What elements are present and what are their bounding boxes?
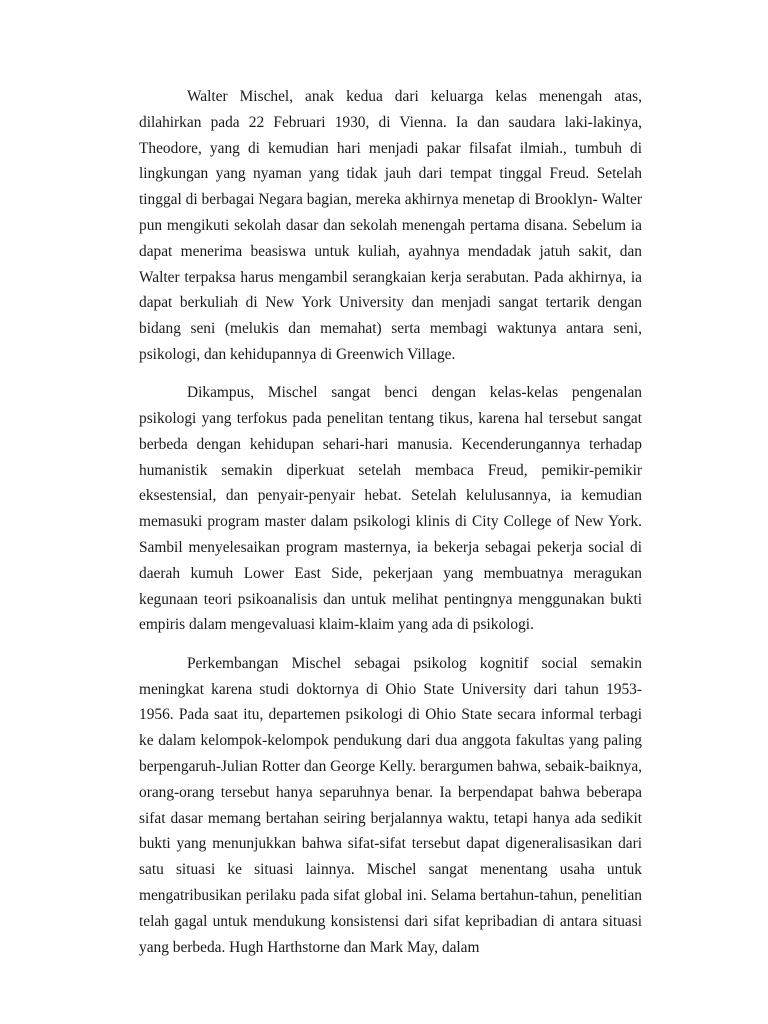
paragraph-2: Dikampus, Mischel sangat benci dengan kelas-kelas pengenalan psikologi yang terfokus pada penelitan tentang tikus, karena hal tersebut sangat berbeda dengan kehidupan sehari-hari manusia. Kecenderungannya terhadap humanistik semakin diperkuat setelah membaca Freud, pemikir-pemikir eksestensial, dan penyair-penyair hebat. Setelah kelulusannya, ia kemudian memasuki program master dalam psikologi klinis di City College of New York. Sambil menyelesaikan program masternya, ia bekerja sebagai pekerja social di daerah kumuh Lower East Side, pekerjaan yang membuatnya meragukan kegunaan teori psikoanalisis dan untuk melihat pentingnya menggunakan bukti empiris dalam mengevaluasi klaim-klaim yang ada di psikologi. (139, 384, 642, 634)
document-body (139, 84, 642, 973)
paragraph-1: Walter Mischel, anak kedua dari keluarga kelas menengah atas, dilahirkan pada 22 Februari 1930, di Vienna. Ia dan saudara laki-lakinya, Theodore, yang di kemudian hari menjadi pakar filsafat ilmiah., tumbuh di lingkungan yang nyaman yang tidak jauh dari tempat tinggal Freud. Setelah tinggal di berbagai Negara bagian, mereka akhirnya menetap di Brooklyn- Walter pun mengikuti sekolah dasar dan sekolah menengah pertama disana. Sebelum ia dapat menerima beasiswa untuk kuliah, ayahnya mendadak jatuh sakit, dan Walter terpaksa harus mengambil serangkaian kerja serabutan. Pada akhirnya, ia dapat berkuliah di New York University dan menjadi sangat tertarik dengan bidang seni (melukis dan memahat) serta membagi waktunya antara seni, psikologi, dan kehidupannya di Greenwich Village. (139, 88, 642, 363)
paragraph-3: Perkembangan Mischel sebagai psikolog kognitif social semakin meningkat karena studi doktornya di Ohio State University dari tahun 1953-1956. Pada saat itu, departemen psikologi di Ohio State secara informal terbagi ke dalam kelompok-kelompok pendukung dari dua anggota fakultas yang paling berpengaruh-Julian Rotter dan George Kelly. berargumen bahwa, sebaik-baiknya, orang-orang tersebut hanya separuhnya benar. Ia berpendapat bahwa beberapa sifat dasar memang bertahan seiring berjalannya waktu, tetapi hanya ada sedikit bukti yang menunjukkan bahwa sifat-sifat tersebut dapat digeneralisasikan dari satu situasi ke situasi lainnya. Mischel sangat menentang usaha untuk mengatribusikan perilaku pada sifat global ini. Selama bertahun-tahun, penelitian telah gagal untuk mendukung konsistensi dari sifat kepribadian di antara situasi yang berbeda. Hugh Harthstorne dan Mark May, dalam (139, 654, 642, 956)
